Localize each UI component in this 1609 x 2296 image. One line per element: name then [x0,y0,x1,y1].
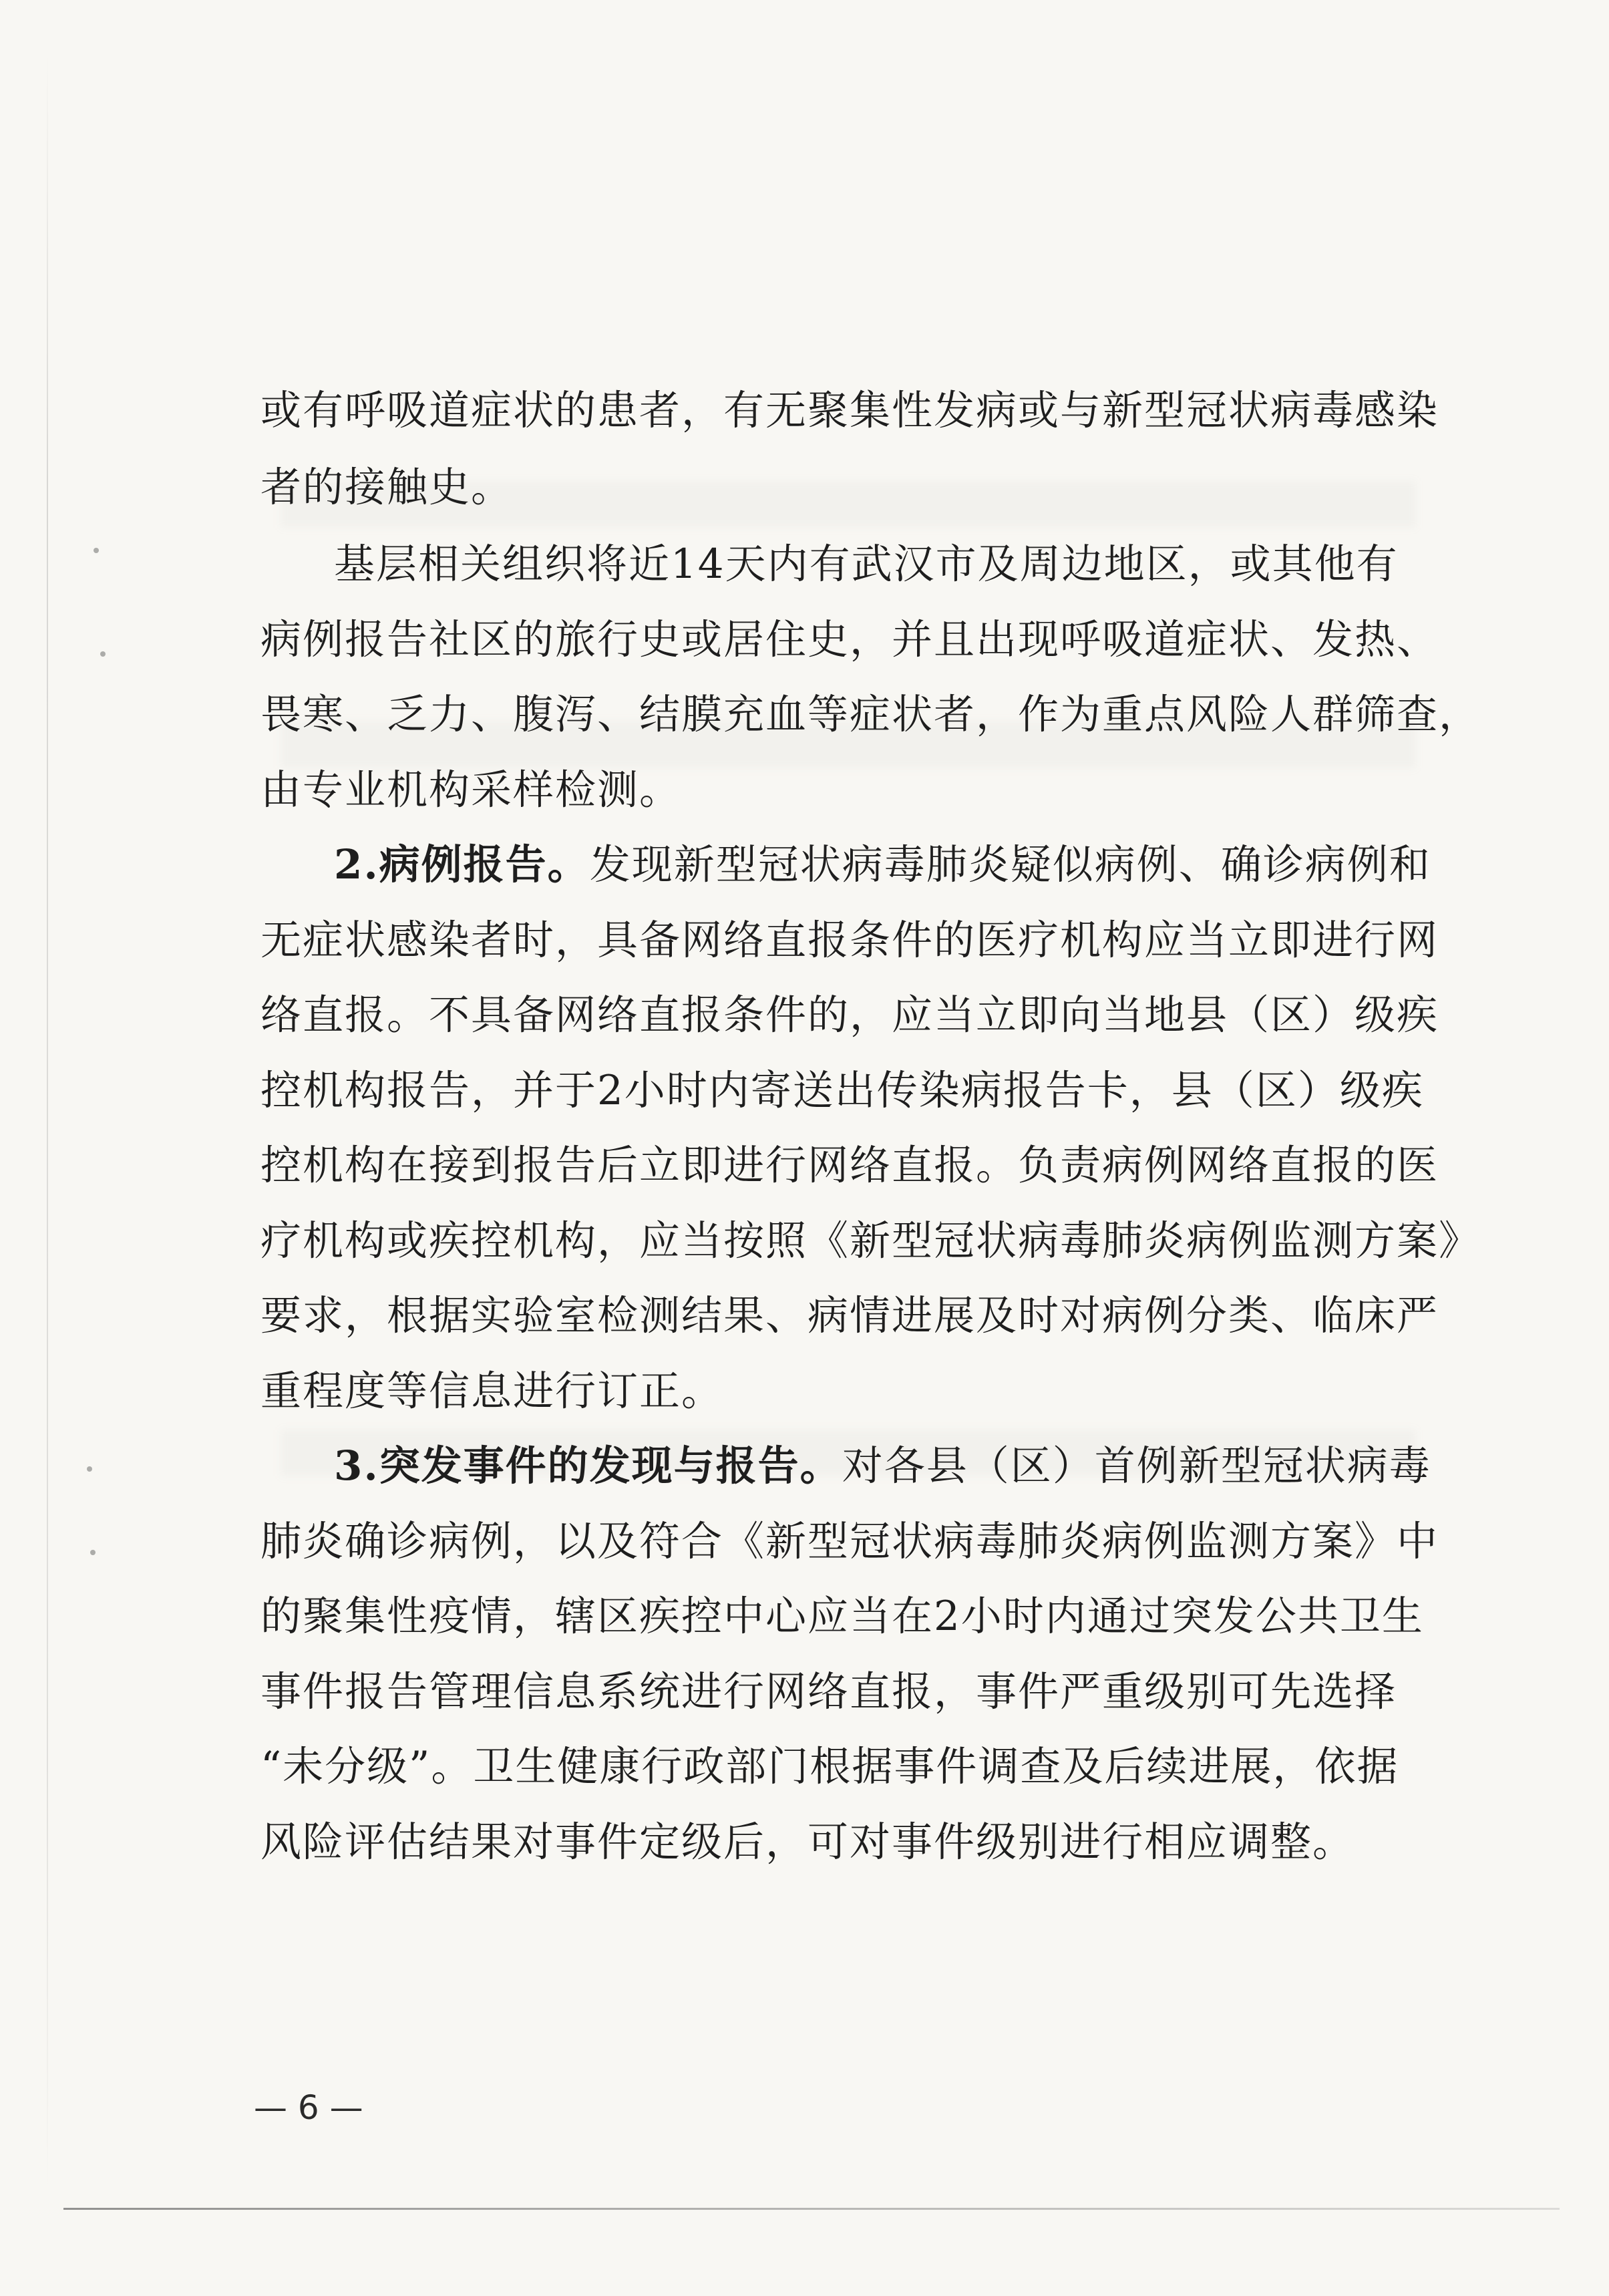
text-line: 畏寒、乏力、腹泻、结膜充血等症状者，作为重点风险人群筛查， [260,691,1481,738]
text-line: 的聚集性疫情，辖区疾控中心应当在2小时内通过突发公共卫生 [260,1593,1424,1640]
text-line: 者的接触史。 [260,464,514,511]
text-line: 重程度等信息进行订正。 [260,1367,724,1415]
scan-shadow-edge [47,53,48,2191]
text-line: 控机构报告，并于2小时内寄送出传染病报告卡，县（区）级疾 [260,1067,1424,1114]
text-line: “未分级”。卫生健康行政部门根据事件调查及后续进展，依据 [260,1743,1399,1790]
text-line: 肺炎确诊病例，以及符合《新型冠状病毒肺炎病例监测方案》中 [260,1518,1439,1565]
text-line: 风险评估结果对事件定级后，可对事件级别进行相应调整。 [260,1818,1355,1866]
text-line: 病例报告社区的旅行史或居住史，并且出现呼吸道症状、发热、 [260,616,1439,663]
text-line: 控机构在接到报告后立即进行网络直报。负责病例网络直报的医 [260,1142,1439,1189]
text-line: 由专业机构采样检测。 [260,766,682,814]
text-run: 对各县（区）首例新型冠状病毒 [842,1442,1431,1490]
text-line: 络直报。不具备网络直报条件的，应当立即向当地县（区）级疾 [260,991,1439,1039]
text-line: 疗机构或疾控机构，应当按照《新型冠状病毒肺炎病例监测方案》 [260,1217,1481,1265]
paragraph-first-line [334,1440,1431,1493]
page-number: — 6 — [254,2088,363,2127]
scan-speck [100,651,106,657]
scan-speck [87,1466,92,1472]
bottom-rule [63,2208,1560,2210]
text-line: 或有呼吸道症状的患者，有无聚集性发病或与新型冠状病毒感染 [260,387,1439,434]
text-line: 事件报告管理信息系统进行网络直报，事件严重级别可先选择 [260,1668,1397,1715]
text-line: 基层相关组织将近14天内有武汉市及周边地区，或其他有 [334,540,1399,588]
text-line: 要求，根据实验室检测结果、病情进展及时对病例分类、临床严 [260,1292,1439,1339]
text-run: 发现新型冠状病毒肺炎疑似病例、确诊病例和 [589,841,1431,888]
section-heading: 2.病例报告。 [334,841,590,888]
section-heading: 3.突发事件的发现与报告。 [334,1442,842,1490]
text-line: 无症状感染者时，具备网络直报条件的医疗机构应当立即进行网 [260,917,1439,964]
paragraph-first-line [334,838,1431,892]
scan-speck [94,548,99,553]
scan-speck [90,1550,96,1555]
